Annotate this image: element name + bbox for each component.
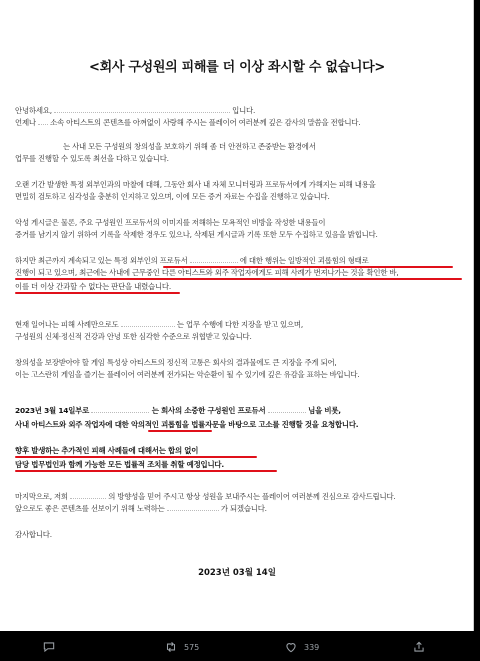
tweet-action-bar (0, 631, 480, 661)
highlighted-line (15, 256, 369, 265)
paragraph-line: 업무를 진행할 수 있도록 최선을 다하고 있습니다. (15, 154, 169, 163)
retweet-button[interactable] (164, 639, 199, 655)
redacted-text (38, 121, 48, 125)
paragraph-line: 는 사내 모든 구성원의 창의성을 보호하기 위해 좀 더 안전하고 존중받는 환경에서 (63, 142, 316, 151)
retweet-icon (164, 640, 178, 654)
highlighted-line: 진행이 되고 있으며, 최근에는 사내에 근무중인 다른 아티스트와 외주 작업자에게도 피해 사례가 번져나가는 것을 확인한 바, (15, 268, 399, 277)
redacted-text (70, 495, 106, 499)
text-segment: 입니다. (232, 106, 256, 115)
closing-line: 감사합니다. (15, 530, 52, 539)
text-segment: 악의적인 괴롭힘을 (130, 420, 189, 429)
text-segment: 가 되겠습니다. (220, 504, 267, 513)
text-segment: 는 회사의 소중한 구성원인 프로듀서 (151, 406, 266, 415)
text-segment: 2023년 3월 14일부로 (15, 406, 90, 415)
text-segment: 의 방향성을 믿어 주시고 항상 성원을 보내주시는 플레이어 여러분께 진심으로 감사드립니다. (108, 492, 396, 501)
text-segment: 소속 아티스트의 콘텐츠를 아껴없이 사랑해 주시는 플레이어 여러분께 깊은 감사의 말씀을 전합니다. (50, 118, 361, 127)
red-underline (15, 292, 180, 294)
paragraph-line: 증거를 남기지 않기 위하여 기록을 삭제한 경우도 있으나, 삭제된 게시글과 기록 또한 모두 수집하고 있음을 밝힙니다. (15, 230, 378, 239)
redacted-text (268, 409, 306, 413)
reply-icon (42, 640, 56, 654)
document-date: 2023년 03월 14일 (198, 568, 276, 578)
red-underline (15, 470, 277, 472)
like-icon (284, 640, 298, 654)
text-segment: 앞으로도 좋은 콘텐츠를 선보이기 위해 노력하는 (15, 504, 165, 513)
text-segment: 마지막으로, 저희 (15, 492, 68, 501)
text-segment: 법률자문을 바탕으로 고소를 진행할 것을 요청합니다. (191, 420, 359, 429)
announcement-line (15, 420, 358, 429)
text-segment: 언제나 (15, 118, 36, 127)
announcement-line (15, 406, 341, 415)
redacted-text (91, 409, 149, 413)
redacted-text (167, 507, 219, 511)
intro-line (15, 118, 360, 127)
document-title: <회사 구성원의 피해를 더 이상 좌시할 수 없습니다> (89, 60, 385, 75)
paragraph-line: 오랜 기간 발생한 특정 외부인과의 마찰에 대해, 그동안 회사 내 자체 모니터링과 프로듀서에게 가해지는 피해 내용을 (15, 180, 376, 189)
paragraph-line: 구성원의 신체·정신적 건강과 안녕 또한 심각한 수준으로 위협받고 있습니다. (15, 332, 252, 341)
paragraph-line: 면밀히 검토하고 심각성을 충분히 인지하고 있으며, 이에 모든 증거 자료는 수집을 진행하고 있습니다. (15, 192, 330, 201)
retweet-count: 575 (184, 642, 200, 652)
text-segment: 안녕하세요, (15, 106, 52, 115)
text-segment: 하지만 최근까지 계속되고 있는 특정 외부인의 프로듀서 (15, 256, 188, 265)
text-segment: 에 대한 행위는 일방적인 괴롭힘의 형태로 (239, 256, 369, 265)
paragraph-line (15, 504, 267, 513)
paragraph-line: 이는 고스란히 게임을 즐기는 플레이어 여러분께 전가되는 악순환이 될 수 있기에 깊은 유감을 표하는 바입니다. (15, 370, 360, 379)
text-segment: 현재 일어나는 피해 사례만으로도 (15, 320, 119, 329)
like-button[interactable] (284, 639, 319, 655)
red-underline (15, 278, 462, 280)
text-segment: 는 업무 수행에 다한 지장을 받고 있으며, (176, 320, 303, 329)
like-count: 339 (304, 642, 320, 652)
redacted-text (121, 323, 175, 327)
paragraph-line (15, 320, 303, 329)
text-segment: 님을 비롯, (308, 406, 341, 415)
red-underline (15, 456, 257, 458)
red-underline (148, 430, 212, 432)
redacted-text (54, 109, 230, 113)
text-segment: 사내 아티스트와 외주 작업자에 대한 (15, 420, 129, 429)
redacted-text (190, 259, 238, 263)
highlighted-line: 이를 더 이상 간과할 수 없다는 판단을 내렸습니다. (15, 282, 171, 291)
announcement-line: 향후 발생하는 추가적인 피해 사례들에 대해서는 합의 없이 (15, 446, 199, 455)
share-button[interactable] (412, 639, 426, 655)
paragraph-line: 악성 게시글은 물론, 주요 구성원인 프로듀서의 이미지를 저해하는 모욕적인 비방을 작성한 내용들이 (15, 218, 326, 227)
paragraph-line: 창의성을 보장받아야 할 게임 특성상 아티스트의 정신적 고통은 회사의 결과물에도 큰 지장을 주게 되어, (15, 358, 337, 367)
announcement-line: 담당 법무법인과 함께 가능한 모든 법률적 조치를 취할 예정입니다. (15, 460, 224, 469)
paragraph-line (15, 492, 396, 501)
greeting-line (15, 106, 255, 115)
reply-button[interactable] (42, 639, 56, 655)
share-icon (412, 640, 426, 654)
